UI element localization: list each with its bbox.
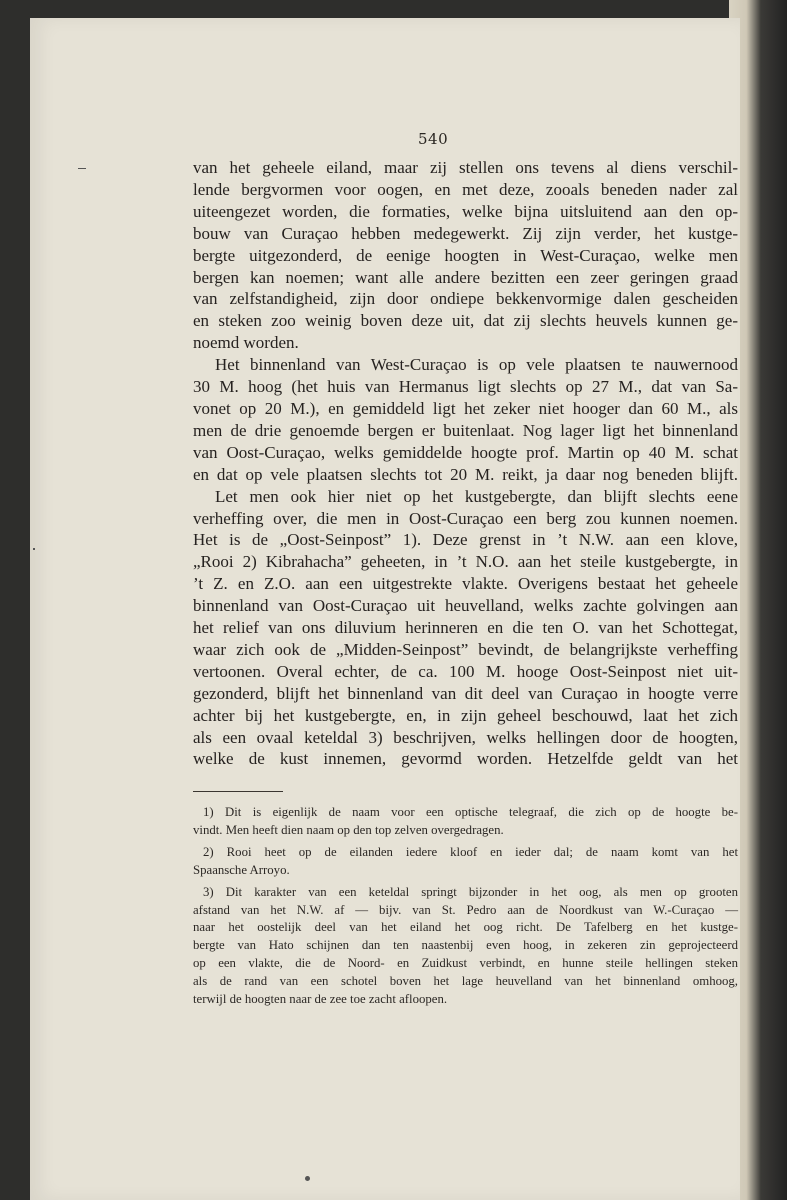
body-line: vonet op 20 M.), en gemiddeld ligt het zeker niet hooger dan 60 M., als xyxy=(193,398,738,418)
footnote-line: 2) Rooi heet op de eilanden iedere kloof en ieder dal; de naam komt van het xyxy=(203,844,738,859)
footnote-line: vindt. Men heeft dien naam op den top zelven overgedragen. xyxy=(193,822,504,837)
footnote-rule xyxy=(193,791,283,792)
footnote-line: bergte van Hato schijnen dan ten naastenbij even hoog, in zekeren zin geprojecteerd xyxy=(193,938,738,953)
margin-mark xyxy=(78,168,86,169)
bottom-dot xyxy=(305,1176,310,1181)
body-line: gezonderd, blijft het binnenland van dit deel van Curaçao in hoogte verre xyxy=(193,683,738,703)
body-line: lende bergvormen voor oogen, en met deze, zooals beneden nader zal xyxy=(193,179,738,199)
body-line: Het binnenland van West-Curaçao is op vele plaatsen te nauwernood xyxy=(215,355,738,375)
page-number: 540 xyxy=(418,130,449,148)
body-line: welke de kust innemen, gevormd worden. Hetzelfde geldt van het xyxy=(193,749,738,769)
body-line: en dat op vele plaatsen slechts tot 20 M. reikt, ja daar nog beneden blijft. xyxy=(193,464,738,484)
body-text xyxy=(193,157,738,770)
footnote-line: terwijl de hoogten naar de zee toe zacht afloopen. xyxy=(193,992,448,1007)
body-line: van het geheele eiland, maar zij stellen ons tevens al diens verschil- xyxy=(193,158,738,177)
body-line: als een ovaal keteldal 3) beschrijven, welks hellingen door de hoogten, xyxy=(193,727,738,747)
body-line: noemd worden. xyxy=(193,333,299,353)
body-line: waar zich ook de „Midden-Seinpost” bevindt, de belangrijkste verheffing xyxy=(193,639,738,659)
footnote-line: 3) Dit karakter van een keteldal springt bijzonder in het oog, als men op grooten xyxy=(203,884,738,899)
body-line: het relief van ons diluvium herinneren en die ten O. van het Schottegat, xyxy=(193,618,738,638)
body-line: van Oost-Curaçao, welks gemiddelde hoogte prof. Martin op 40 M. schat xyxy=(193,442,738,462)
body-line: binnenland van Oost-Curaçao uit heuvelland, welks zachte golvingen aan xyxy=(193,596,738,616)
footnote-line: als de rand van een schotel boven het lage heuvelland van het binnenland omhoog, xyxy=(193,974,738,989)
body-line: vertoonen. Overal echter, de ca. 100 M. hooge Oost-Seinpost niet uit- xyxy=(193,661,738,681)
body-line: verheffing over, die men in Oost-Curaçao een berg zou kunnen noemen. xyxy=(193,508,738,528)
footnote-line: op een vlakte, die de Noord- en Zuidkust verbindt, en hunne steile hellingen steken xyxy=(193,956,738,971)
footnote-line: 1) Dit is eigenlijk de naam voor een optische telegraaf, die zich op de hoogte be- xyxy=(203,805,738,819)
margin-mark xyxy=(33,548,35,550)
body-line: bergte uitgezonderd, de eenige hoogten in West-Curaçao, welke men xyxy=(193,245,738,265)
body-line: uiteengezet worden, die formaties, welke bijna uitsluitend aan den op- xyxy=(193,201,738,221)
body-line: en steken zoo weinig boven deze uit, dat zij slechts heuvels kunnen ge- xyxy=(193,311,738,331)
body-line: 30 M. hoog (het huis van Hermanus ligt slechts op 27 M., dat van Sa- xyxy=(193,377,738,397)
body-line: bouw van Curaçao hebben medegewerkt. Zij zijn verder, het kustge- xyxy=(193,223,738,243)
body-line: ’t Z. en Z.O. aan een uitgestrekte vlakte. Overigens bestaat het geheele xyxy=(193,574,738,594)
footnote-line: afstand van het N.W. af — bijv. van St. Pedro aan de Noordkust van W.-Curaçao — xyxy=(193,902,738,917)
footnote-line: naar het oostelijk deel van het eiland het oog richt. De Tafelberg en het kustge- xyxy=(193,920,738,935)
body-line: Het is de „Oost-Seinpost” 1). Deze grenst in ’t N.W. aan een klove, xyxy=(193,530,738,550)
footnote-line: Spaansche Arroyo. xyxy=(193,862,290,877)
footnotes xyxy=(193,804,738,1009)
body-line: men de drie genoemde bergen er buitenlaat. Nog lager ligt het binnenland xyxy=(193,420,738,440)
body-line: van zelfstandigheid, zijn door ondiepe bekkenvormige dalen gescheiden xyxy=(193,289,738,309)
body-line: „Rooi 2) Kibrahacha” geheeten, in ’t N.O. aan het steile kustgebergte, in xyxy=(193,552,738,572)
body-line: achter bij het kustgebergte, en, in zijn geheel beschouwd, laat het zich xyxy=(193,705,738,725)
body-line: Let men ook hier niet op het kustgebergte, dan blijft slechts eene xyxy=(215,486,738,506)
body-line: bergen kan noemen; want alle andere bezitten een zeer geringen graad xyxy=(193,267,738,287)
